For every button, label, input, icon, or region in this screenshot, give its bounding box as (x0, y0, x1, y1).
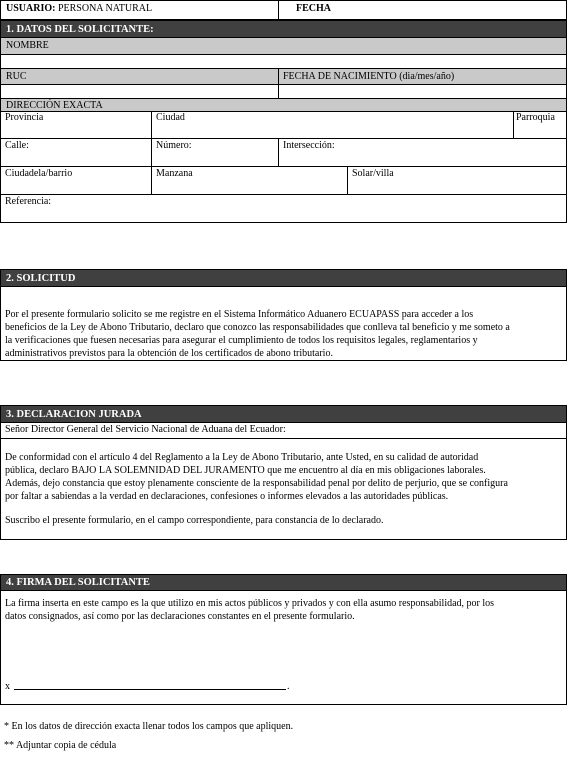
ciudad-field[interactable] (152, 112, 512, 138)
declaracion-line: Además, dejo constancia que estoy plenamente consciente de la responsabilidad penal por delito de perjurio, que se configura (5, 478, 508, 489)
nombre-label-row (0, 38, 567, 54)
ciudadela-label: Ciudadela/barrio (5, 168, 73, 179)
solar-field[interactable] (348, 168, 566, 194)
parroquia-field[interactable] (513, 112, 567, 138)
fecha-label: FECHA (296, 3, 331, 14)
provincia-label: Provincia (5, 112, 44, 123)
numero-field[interactable] (152, 140, 277, 166)
section-3-text (5, 451, 565, 503)
nombre-label: NOMBRE (6, 40, 49, 51)
section-3-rule (0, 438, 567, 439)
solicitud-line: Por el presente formulario solicito se me registre en el Sistema Informático Aduanero ECUAPASS para acceder a los (5, 309, 474, 320)
calle-label: Calle: (5, 140, 29, 151)
solicitud-line: administrativos previstos para la obtención de los certificados de abono tributario. (5, 348, 333, 359)
solicitud-line: la verificaciones que fuesen necesarias para asegurar el cumplimiento de todos los requisitos legales, reglamentarios y (5, 335, 478, 346)
section-2-header (0, 269, 567, 287)
ruc-input[interactable] (0, 84, 279, 99)
section-4-text (5, 597, 565, 623)
declaracion-line: por faltar a sabiendas a la verdad en declaraciones, confesiones o informes elevados a las autoridades públicas. (5, 491, 449, 502)
fecha-field[interactable] (292, 3, 552, 14)
declaracion-line: pública, declaro BAJO LA SOLEMNIDAD DEL JURAMENTO que me encuentro al día en mis obligaciones laborales. (5, 465, 486, 476)
signature-line[interactable] (14, 689, 286, 690)
ruc-label: RUC (6, 71, 27, 82)
grid-line-3 (0, 194, 567, 195)
fecha-nacimiento-label: FECHA DE NACIMIENTO (dia/mes/año) (283, 71, 455, 82)
section-4-title: 4. FIRMA DEL SOLICITANTE (6, 577, 150, 588)
section-3-salutation: Señor Director General del Servicio Nacional de Aduana del Ecuador: (5, 424, 286, 435)
manzana-field[interactable] (152, 168, 346, 194)
firma-line: La firma inserta en este campo es la que utilizo en mis actos públicos y privados y con ella asumo responsabilidad, por los (5, 598, 495, 609)
section-2-title: 2. SOLICITUD (6, 273, 76, 284)
declaracion-line: De conformidad con el artículo 4 del Reglamento a la Ley de Abono Tributario, ante Usted, en su calidad de autoridad (5, 452, 479, 463)
referencia-field[interactable] (1, 196, 565, 222)
interseccion-label: Intersección: (283, 140, 335, 151)
firma-line: datos consignados, así como por las declaraciones constantes en el presente formulario. (5, 611, 355, 622)
section-4-header (0, 574, 567, 591)
section-3-title: 3. DECLARACION JURADA (6, 409, 142, 420)
direccion-label: DIRECCIÓN EXACTA (6, 100, 103, 111)
fecha-nacimiento-input[interactable] (278, 84, 567, 99)
usuario-field[interactable] (2, 3, 272, 14)
usuario-value: PERSONA NATURAL (57, 3, 153, 14)
signature-dot: . (287, 681, 290, 692)
manzana-label: Manzana (156, 168, 193, 179)
section-4-box (0, 574, 567, 705)
grid-line-2 (0, 166, 567, 167)
solicitud-line: beneficios de la Ley de Abono Tributario, declaro que conozco las responsabilidades que conlleva tal beneficio y me someto a (5, 322, 510, 333)
section-3-header (0, 405, 567, 423)
footnote-1: * En los datos de dirección exacta llenar todos los campos que apliquen. (4, 721, 294, 732)
usuario-label: USUARIO: (6, 3, 56, 14)
ciudadela-field[interactable] (1, 168, 149, 194)
provincia-field[interactable] (1, 112, 149, 138)
signature-x: x (5, 681, 10, 692)
interseccion-field[interactable] (279, 140, 565, 166)
section-2-text (5, 308, 565, 360)
grid-line-1 (0, 138, 567, 139)
section-3-closing: Suscribo el presente formulario, en el campo correspondiente, para constancia de lo declarado. (5, 515, 384, 526)
numero-label: Número: (156, 140, 192, 151)
calle-field[interactable] (1, 140, 149, 166)
top-row-divider (278, 0, 279, 20)
section-1-header (0, 20, 567, 38)
section-1-title: 1. DATOS DEL SOLICITANTE: (6, 24, 154, 35)
footnote-2: ** Adjuntar copia de cédula (4, 740, 117, 751)
parroquia-label: Parroquia (516, 112, 555, 123)
nombre-input[interactable] (0, 54, 567, 69)
referencia-label: Referencia: (5, 196, 52, 207)
solar-label: Solar/villa (352, 168, 394, 179)
ciudad-label: Ciudad (156, 112, 185, 123)
